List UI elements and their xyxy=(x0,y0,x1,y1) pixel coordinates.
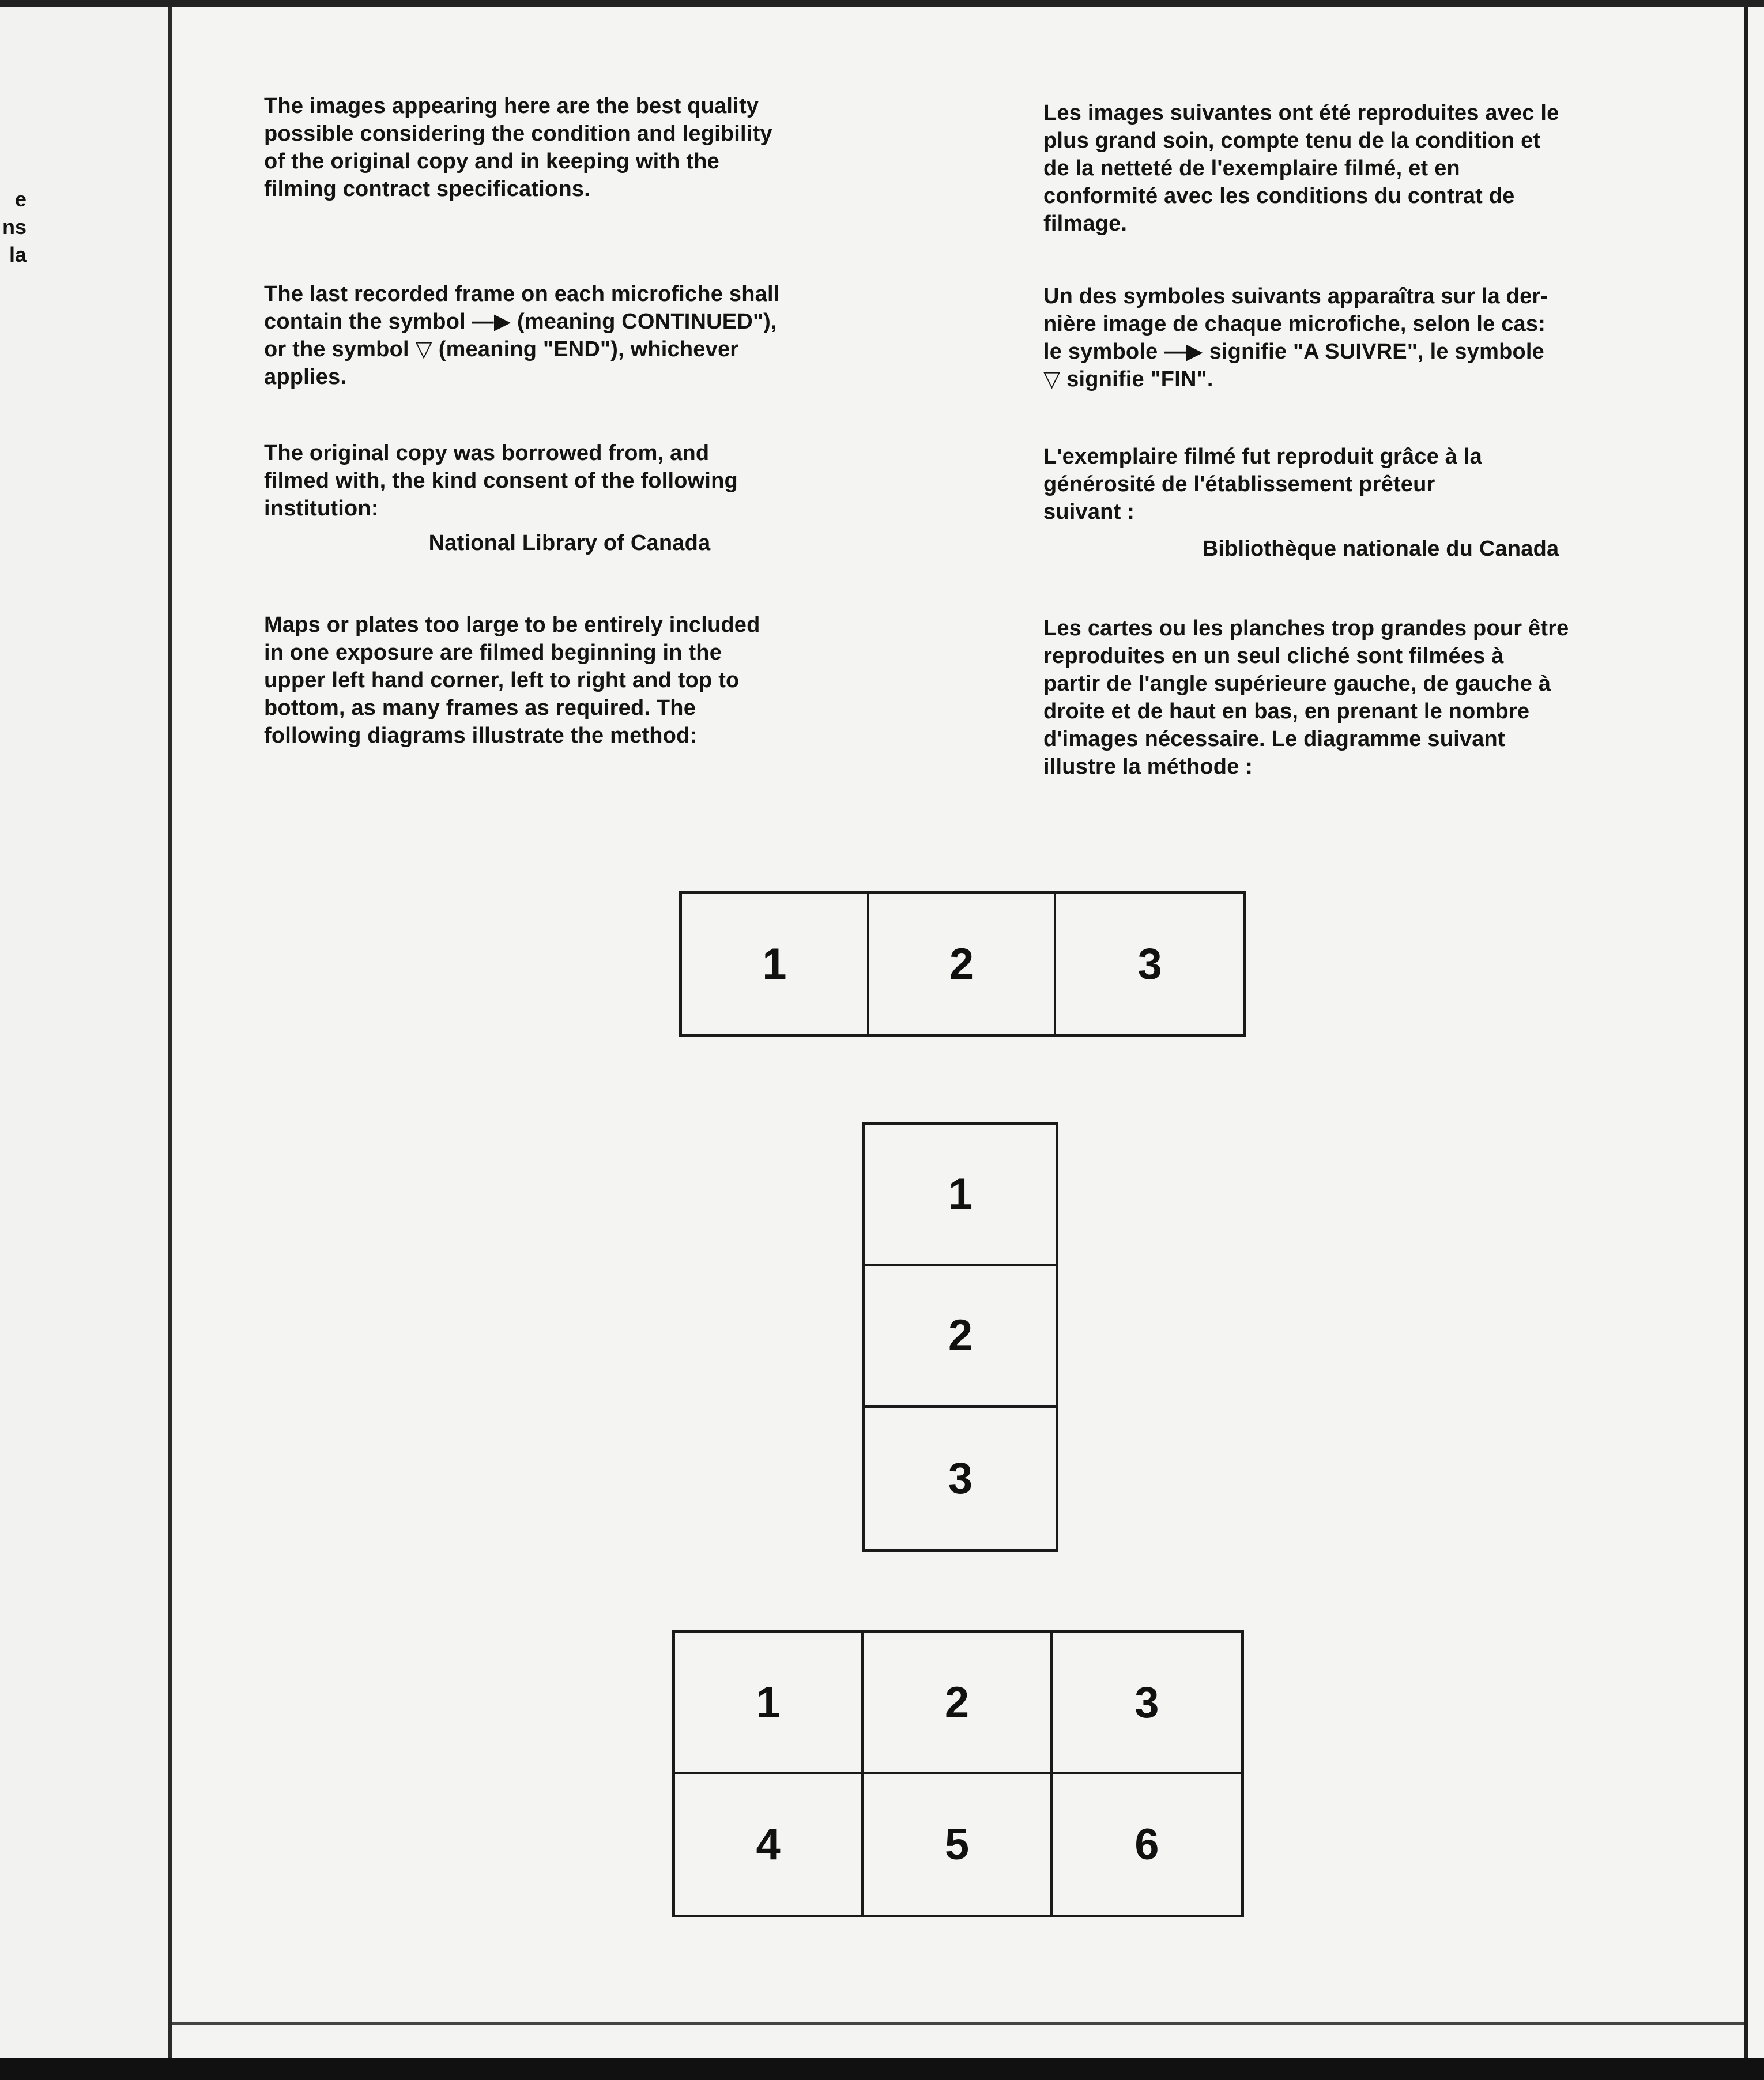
diagram-frame: 4 xyxy=(675,1774,864,1915)
english-symbol-text-b: (meaning CONTINUED"), or the symbol xyxy=(264,310,777,361)
french-symbol-text-a: Un des symboles suivants apparaîtra sur la der- nière image de chaque microfiche, selon le cas: le symbole xyxy=(1043,284,1548,364)
end-triangle-icon: ▽ xyxy=(415,337,432,361)
diagram-frame: 1 xyxy=(682,894,869,1034)
right-edge-line xyxy=(1744,7,1748,2058)
english-institution-name: National Library of Canada xyxy=(428,531,711,555)
english-symbol-text-c: (meaning "END"), whichever applies. xyxy=(264,337,739,389)
english-symbol-text-a: The last recorded frame on each microfiche shall contain the symbol xyxy=(264,282,780,334)
diagram-vertical-column xyxy=(862,1122,1058,1552)
bottom-rule xyxy=(172,2022,1744,2025)
french-symbol-text-b: signifie "A SUIVRE", le symbole xyxy=(1209,340,1544,364)
diagram-frame: 3 xyxy=(1137,939,1162,989)
french-quality-paragraph: Les images suivantes ont été reproduites avec le plus grand soin, compte tenu de la condition et de la netteté de l'exemplaire filmé, et en conformité avec les conditions du contrat de filmage. xyxy=(1043,101,1559,236)
diagram-frame: 5 xyxy=(864,1774,1052,1915)
end-triangle-icon: ▽ xyxy=(1043,367,1061,391)
english-symbol-paragraph xyxy=(264,280,892,391)
diagram-frame: 3 xyxy=(1053,1633,1241,1774)
french-symbol-paragraph xyxy=(1043,282,1672,393)
french-symbol-text-c: signifie "FIN". xyxy=(1060,367,1213,391)
continued-arrow-icon: —▶ xyxy=(472,310,511,334)
fold-line xyxy=(168,7,172,2058)
english-quality-paragraph: The images appearing here are the best quality possible considering the condition and legibility of the original copy and in keeping with the filming contract specifications. xyxy=(264,94,772,201)
french-institution-paragraph: L'exemplaire filmé fut reproduit grâce à la générosité de l'établissement prêteur suivant : xyxy=(1043,444,1482,524)
english-institution-paragraph: The original copy was borrowed from, and filmed with, the kind consent of the following institution: xyxy=(264,441,738,521)
diagram-grid-block xyxy=(672,1630,1244,1917)
english-maps-paragraph: Maps or plates too large to be entirely included in one exposure are filmed beginning in the upper left hand corner, left to right and top to bottom, as many frames as required. The following diagrams illustrate the method: xyxy=(264,613,760,748)
diagram-frame: 1 xyxy=(865,1125,1056,1266)
diagram-frame: 2 xyxy=(865,1266,1056,1407)
continued-arrow-icon: —▶ xyxy=(1164,340,1203,364)
fragment-line: e xyxy=(14,187,27,211)
diagram-frame: 3 xyxy=(948,1453,973,1503)
diagram-frame: 6 xyxy=(1134,1819,1159,1869)
scan-top-edge xyxy=(0,0,1764,7)
diagram-horizontal-row xyxy=(679,891,1246,1037)
left-margin-strip xyxy=(0,7,168,2058)
french-institution-name: Bibliothèque nationale du Canada xyxy=(1202,537,1559,561)
french-maps-paragraph: Les cartes ou les planches trop grandes pour être reproduites en un seul cliché sont filmées à partir de l'angle supérieure gauche, de gauche à droite et de haut en bas, en prenant le nombre d'images nécessaire. Le diagramme suivant illustre la méthode : xyxy=(1043,616,1569,779)
diagram-frame: 2 xyxy=(869,894,1057,1034)
scan-bottom-edge xyxy=(0,2058,1764,2080)
previous-page-fragment xyxy=(0,186,27,269)
diagram-frame: 2 xyxy=(864,1633,1052,1774)
diagram-frame: 1 xyxy=(675,1633,864,1774)
fragment-line: ns xyxy=(2,215,27,239)
fragment-line: la xyxy=(9,243,27,266)
